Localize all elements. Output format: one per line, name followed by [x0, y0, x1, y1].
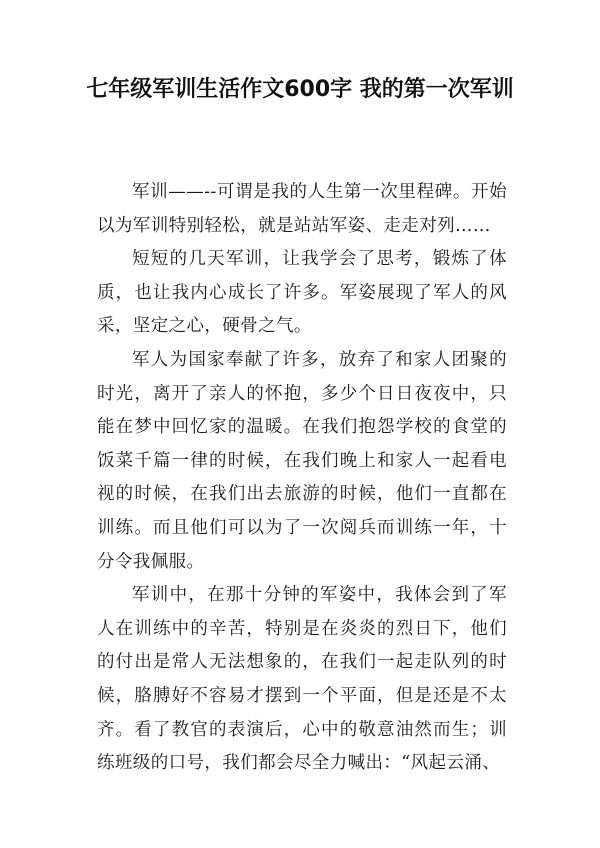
paragraph-2: 短短的几天军训，让我学会了思考，锻炼了体质，也让我内心成长了许多。军姿展现了军人的风采，坚定之心，硬骨之气。 — [97, 249, 507, 337]
paragraph-4: 军训中，在那十分钟的军姿中，我体会到了军人在训练中的辛苦，特别是在炎炎的烈日下，他们的付出是常人无法想象的，在我们一起走队列的时候，胳膊好不容易才摆到一个平面，但是还是不太齐。看了教官的表演后，心中的敬意油然而生；训练班级的口号，我们都会尽全力喊出：“风起云涌、 — [97, 585, 507, 774]
paragraph-3: 军人为国家奉献了许多，放弃了和家人团聚的时光，离开了亲人的怀抱，多少个日日夜夜中，只能在梦中回忆家的温暖。在我们抱怨学校的食堂的饭菜千篇一律的时候，在我们晚上和家人一起看电视的时候，在我们出去旅游的时候，他们一直都在训练。而且他们可以为了一次阅兵而训练一年，十分令我佩服。 — [97, 349, 507, 572]
paragraph-1: 军训——--可谓是我的人生第一次里程碑。开始以为军训特别轻松，就是站站军姿、走走对列…… — [97, 182, 507, 236]
document-body — [97, 176, 507, 781]
document-title: 七年级军训生活作文600字 我的第一次军训 — [86, 77, 514, 102]
